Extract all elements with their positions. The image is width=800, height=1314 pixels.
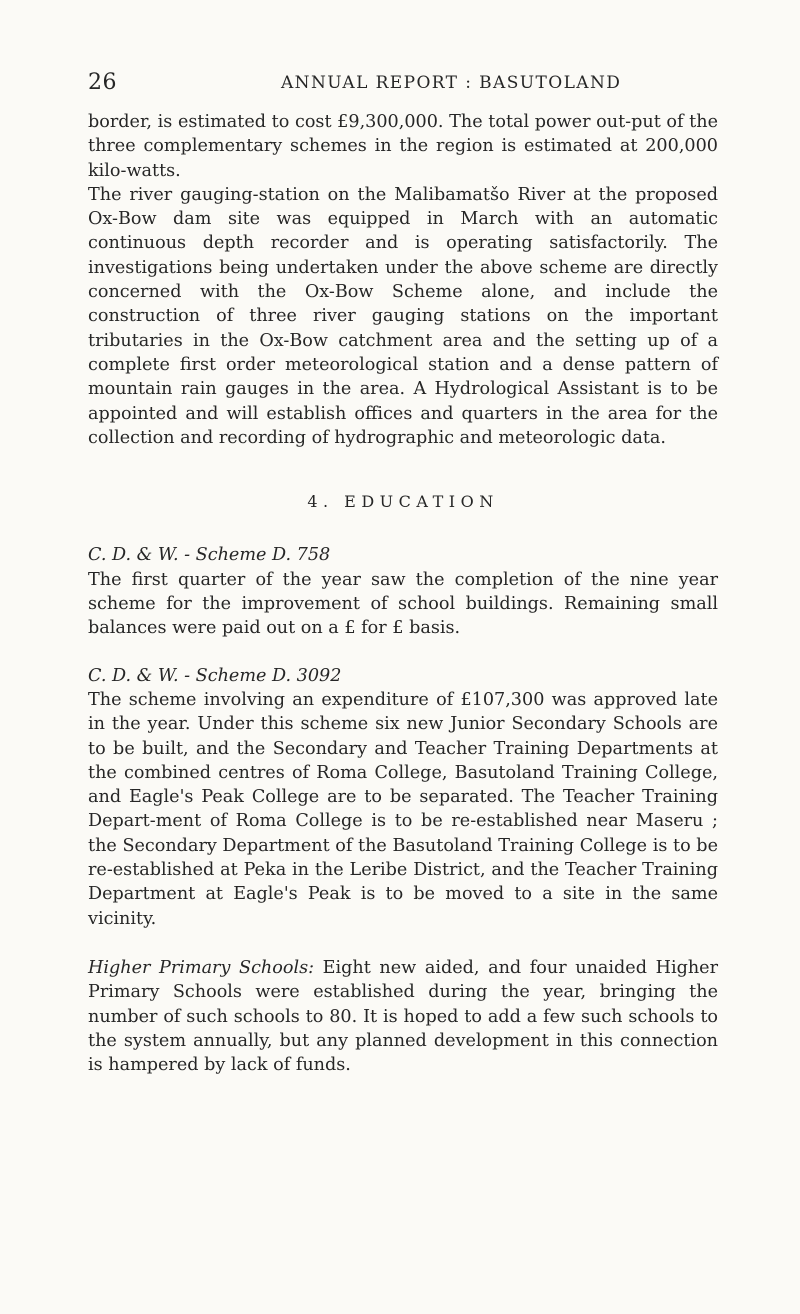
page-header: [88, 70, 718, 100]
scheme-title-3092: C. D. & W. - Scheme D. 3092: [88, 665, 342, 686]
higher-primary-text: Eight new aided, and four unaided Higher Primary Schools were established during the year, bringing the number of such schools to 80. It is hoped to add a few such schools to the system annually, but any planned development in this connection is hampered by lack of funds.: [88, 957, 718, 1076]
scheme-text-758: The first quarter of the year saw the completion of the nine year scheme for the improvement of school buildings. Remaining small balances were paid out on a £ for £ basis.: [88, 569, 718, 639]
section-heading-education: 4. EDUCATION: [307, 492, 499, 512]
paragraph-gauging-station: The river gauging-station on the Malibamatšo River at the proposed Ox-Bow dam site was equipped in March with an automatic continuous depth recorder and is operating satisfactorily. The investigations being undertaken under the above scheme are directly concerned with the Ox-Bow Scheme alone, and include the construction of three river gauging stations on the important tributaries in the Ox-Bow catchment area and the setting up of a complete first order meteorological station and a dense pattern of mountain rain gauges in the area. A Hydrological Assistant is to be appointed and will establish offices and quarters in the area for the collection and recording of hydrographic and meteorologic data.: [88, 184, 718, 448]
scheme-text-3092: The scheme involving an expenditure of £107,300 was approved late in the year. Under this scheme six new Junior Secondary Schools are to be built, and the Secondary and Teacher Training Departments at the combined centres of Roma College, Basutoland Training College, and Eagle's Peak College are to be separated. The Teacher Training Depart-ment of Roma College is to be re-established near Maseru ; the Secondary Department of the Basutoland Training College is to be re-established at Peka in the Leribe District, and the Teacher Training Department at Eagle's Peak is to be moved to a site in the same vicinity.: [88, 689, 718, 929]
page-number: 26: [88, 70, 117, 95]
paragraph-cost-estimate: border, is estimated to cost £9,300,000. The total power out-put of the three complementary schemes in the region is estimated at 200,000 kilo-watts.: [88, 112, 718, 181]
running-head: ANNUAL REPORT : BASUTOLAND: [281, 73, 622, 93]
paragraph-higher-primary: [88, 956, 718, 1077]
page-body: [88, 110, 718, 1077]
higher-primary-lead: Higher Primary Schools:: [88, 957, 315, 978]
scheme-title-758: C. D. & W. - Scheme D. 758: [88, 545, 331, 566]
